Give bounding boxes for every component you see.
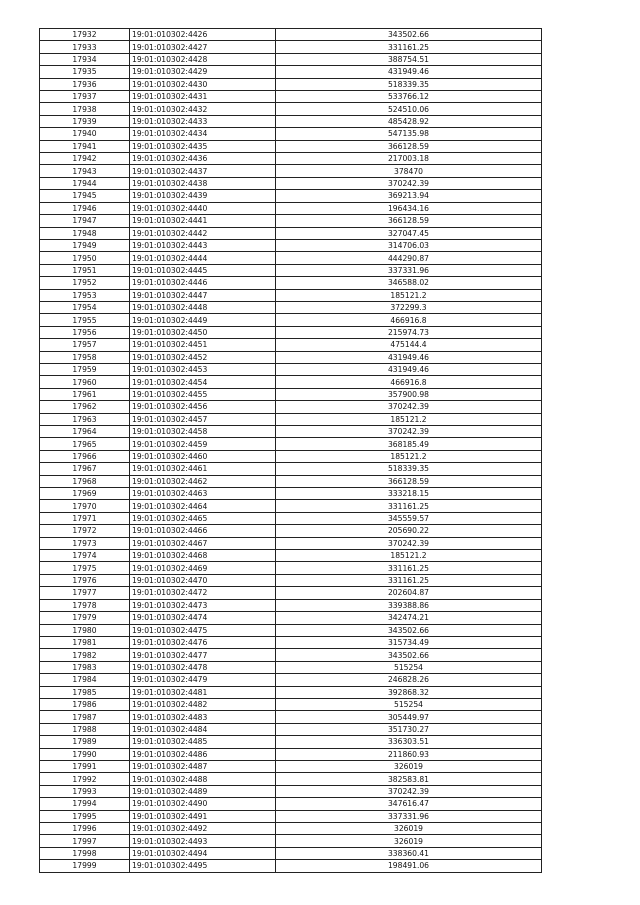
table-row	[40, 53, 542, 65]
row-number-cell: 17984	[40, 674, 130, 686]
table-row	[40, 711, 542, 723]
cadastral-value-cell: 370242.39	[276, 401, 542, 413]
cadastral-value-cell: 485428.92	[276, 115, 542, 127]
table-row	[40, 115, 542, 127]
row-number-cell: 17990	[40, 748, 130, 760]
cadastral-value-cell: 305449.97	[276, 711, 542, 723]
cadastral-value-cell: 444290.87	[276, 252, 542, 264]
row-number-cell: 17980	[40, 624, 130, 636]
row-number-cell: 17964	[40, 426, 130, 438]
cadastral-number-cell: 19:01:010302:4439	[130, 190, 276, 202]
cadastral-number-cell: 19:01:010302:4481	[130, 686, 276, 698]
cadastral-value-cell: 205690.22	[276, 525, 542, 537]
row-number-cell: 17950	[40, 252, 130, 264]
table-row	[40, 847, 542, 859]
table-row	[40, 215, 542, 227]
cadastral-value-cell: 431949.46	[276, 363, 542, 375]
table-row	[40, 773, 542, 785]
row-number-cell: 17932	[40, 29, 130, 41]
cadastral-number-cell: 19:01:010302:4492	[130, 823, 276, 835]
row-number-cell: 17999	[40, 860, 130, 872]
cadastral-number-cell: 19:01:010302:4474	[130, 612, 276, 624]
table-row	[40, 723, 542, 735]
cadastral-value-cell: 185121.2	[276, 289, 542, 301]
table-row	[40, 202, 542, 214]
cadastral-number-cell: 19:01:010302:4430	[130, 78, 276, 90]
cadastral-value-cell: 327047.45	[276, 227, 542, 239]
cadastral-value-cell: 518339.35	[276, 463, 542, 475]
cadastral-number-cell: 19:01:010302:4475	[130, 624, 276, 636]
row-number-cell: 17965	[40, 438, 130, 450]
cadastral-value-cell: 431949.46	[276, 66, 542, 78]
table-row	[40, 103, 542, 115]
row-number-cell: 17941	[40, 140, 130, 152]
row-number-cell: 17992	[40, 773, 130, 785]
cadastral-value-cell: 331161.25	[276, 562, 542, 574]
table-row	[40, 649, 542, 661]
cadastral-value-cell: 370242.39	[276, 426, 542, 438]
cadastral-value-cell: 343502.66	[276, 624, 542, 636]
cadastral-number-cell: 19:01:010302:4484	[130, 723, 276, 735]
row-number-cell: 17983	[40, 661, 130, 673]
cadastral-number-cell: 19:01:010302:4458	[130, 426, 276, 438]
row-number-cell: 17960	[40, 376, 130, 388]
table-row	[40, 562, 542, 574]
cadastral-number-cell: 19:01:010302:4482	[130, 698, 276, 710]
row-number-cell: 17973	[40, 537, 130, 549]
table-row	[40, 363, 542, 375]
table-row	[40, 810, 542, 822]
cadastral-number-cell: 19:01:010302:4467	[130, 537, 276, 549]
row-number-cell: 17978	[40, 599, 130, 611]
cadastral-number-cell: 19:01:010302:4491	[130, 810, 276, 822]
cadastral-value-cell: 533766.12	[276, 91, 542, 103]
cadastral-value-cell: 314706.03	[276, 239, 542, 251]
cadastral-number-cell: 19:01:010302:4459	[130, 438, 276, 450]
table-row	[40, 785, 542, 797]
row-number-cell: 17994	[40, 798, 130, 810]
cadastral-value-cell: 466916.8	[276, 314, 542, 326]
row-number-cell: 17954	[40, 301, 130, 313]
row-number-cell: 17944	[40, 177, 130, 189]
cadastral-number-cell: 19:01:010302:4479	[130, 674, 276, 686]
cadastral-number-cell: 19:01:010302:4427	[130, 41, 276, 53]
table-row	[40, 612, 542, 624]
cadastral-number-cell: 19:01:010302:4489	[130, 785, 276, 797]
row-number-cell: 17946	[40, 202, 130, 214]
cadastral-number-cell: 19:01:010302:4446	[130, 277, 276, 289]
table-row	[40, 190, 542, 202]
table-row	[40, 624, 542, 636]
cadastral-number-cell: 19:01:010302:4486	[130, 748, 276, 760]
row-number-cell: 17936	[40, 78, 130, 90]
row-number-cell: 17989	[40, 736, 130, 748]
cadastral-number-cell: 19:01:010302:4466	[130, 525, 276, 537]
cadastral-number-cell: 19:01:010302:4432	[130, 103, 276, 115]
cadastral-number-cell: 19:01:010302:4449	[130, 314, 276, 326]
table-row	[40, 686, 542, 698]
row-number-cell: 17988	[40, 723, 130, 735]
cadastral-number-cell: 19:01:010302:4470	[130, 574, 276, 586]
row-number-cell: 17961	[40, 388, 130, 400]
cadastral-number-cell: 19:01:010302:4494	[130, 847, 276, 859]
cadastral-number-cell: 19:01:010302:4428	[130, 53, 276, 65]
row-number-cell: 17934	[40, 53, 130, 65]
cadastral-value-cell: 337331.96	[276, 264, 542, 276]
cadastral-value-cell: 185121.2	[276, 413, 542, 425]
cadastral-number-cell: 19:01:010302:4488	[130, 773, 276, 785]
row-number-cell: 17985	[40, 686, 130, 698]
row-number-cell: 17977	[40, 587, 130, 599]
row-number-cell: 17982	[40, 649, 130, 661]
cadastral-value-cell: 331161.25	[276, 574, 542, 586]
cadastral-value-cell: 357900.98	[276, 388, 542, 400]
table-row	[40, 376, 542, 388]
row-number-cell: 17963	[40, 413, 130, 425]
row-number-cell: 17979	[40, 612, 130, 624]
cadastral-value-cell: 336303.51	[276, 736, 542, 748]
table-row	[40, 326, 542, 338]
cadastral-number-cell: 19:01:010302:4472	[130, 587, 276, 599]
row-number-cell: 17938	[40, 103, 130, 115]
table-row	[40, 587, 542, 599]
cadastral-number-cell: 19:01:010302:4473	[130, 599, 276, 611]
table-row	[40, 29, 542, 41]
row-number-cell: 17970	[40, 500, 130, 512]
cadastral-number-cell: 19:01:010302:4462	[130, 475, 276, 487]
row-number-cell: 17995	[40, 810, 130, 822]
row-number-cell: 17996	[40, 823, 130, 835]
cadastral-number-cell: 19:01:010302:4493	[130, 835, 276, 847]
cadastral-value-cell: 366128.59	[276, 215, 542, 227]
cadastral-number-cell: 19:01:010302:4435	[130, 140, 276, 152]
cadastral-value-cell: 346588.02	[276, 277, 542, 289]
row-number-cell: 17959	[40, 363, 130, 375]
cadastral-value-cell: 515254	[276, 698, 542, 710]
cadastral-number-cell: 19:01:010302:4433	[130, 115, 276, 127]
table-row	[40, 339, 542, 351]
row-number-cell: 17986	[40, 698, 130, 710]
cadastral-value-cell: 466916.8	[276, 376, 542, 388]
cadastral-number-cell: 19:01:010302:4441	[130, 215, 276, 227]
table-row	[40, 463, 542, 475]
cadastral-number-cell: 19:01:010302:4447	[130, 289, 276, 301]
table-row	[40, 351, 542, 363]
cadastral-value-cell: 378470	[276, 165, 542, 177]
cadastral-value-cell: 343502.66	[276, 29, 542, 41]
row-number-cell: 17953	[40, 289, 130, 301]
cadastral-number-cell: 19:01:010302:4450	[130, 326, 276, 338]
cadastral-number-cell: 19:01:010302:4487	[130, 760, 276, 772]
cadastral-number-cell: 19:01:010302:4442	[130, 227, 276, 239]
cadastral-number-cell: 19:01:010302:4451	[130, 339, 276, 351]
row-number-cell: 17942	[40, 153, 130, 165]
table-row	[40, 823, 542, 835]
cadastral-value-cell: 342474.21	[276, 612, 542, 624]
table-row	[40, 760, 542, 772]
row-number-cell: 17951	[40, 264, 130, 276]
table-row	[40, 314, 542, 326]
row-number-cell: 17998	[40, 847, 130, 859]
table-row	[40, 41, 542, 53]
table-row	[40, 426, 542, 438]
cadastral-value-cell: 211860.93	[276, 748, 542, 760]
cadastral-value-cell: 347616.47	[276, 798, 542, 810]
cadastral-value-cell: 215974.73	[276, 326, 542, 338]
row-number-cell: 17991	[40, 760, 130, 772]
row-number-cell: 17969	[40, 488, 130, 500]
cadastral-number-cell: 19:01:010302:4463	[130, 488, 276, 500]
cadastral-number-cell: 19:01:010302:4477	[130, 649, 276, 661]
cadastral-value-cell: 338360.41	[276, 847, 542, 859]
row-number-cell: 17933	[40, 41, 130, 53]
cadastral-value-cell: 366128.59	[276, 140, 542, 152]
cadastral-value-cell: 475144.4	[276, 339, 542, 351]
cadastral-number-cell: 19:01:010302:4460	[130, 450, 276, 462]
table-row	[40, 488, 542, 500]
table-row	[40, 128, 542, 140]
cadastral-value-cell: 388754.51	[276, 53, 542, 65]
row-number-cell: 17967	[40, 463, 130, 475]
table-row	[40, 78, 542, 90]
row-number-cell: 17966	[40, 450, 130, 462]
table-row	[40, 289, 542, 301]
cadastral-number-cell: 19:01:010302:4440	[130, 202, 276, 214]
row-number-cell: 17958	[40, 351, 130, 363]
cadastral-value-cell: 217003.18	[276, 153, 542, 165]
table-row	[40, 438, 542, 450]
table-row	[40, 450, 542, 462]
cadastral-value-cell: 547135.98	[276, 128, 542, 140]
cadastral-number-cell: 19:01:010302:4452	[130, 351, 276, 363]
row-number-cell: 17971	[40, 512, 130, 524]
row-number-cell: 17955	[40, 314, 130, 326]
row-number-cell: 17975	[40, 562, 130, 574]
row-number-cell: 17947	[40, 215, 130, 227]
row-number-cell: 17952	[40, 277, 130, 289]
cadastral-value-cell: 518339.35	[276, 78, 542, 90]
cadastral-value-cell: 351730.27	[276, 723, 542, 735]
cadastral-value-cell: 431949.46	[276, 351, 542, 363]
cadastral-number-cell: 19:01:010302:4437	[130, 165, 276, 177]
table-row	[40, 140, 542, 152]
cadastral-number-cell: 19:01:010302:4429	[130, 66, 276, 78]
row-number-cell: 17956	[40, 326, 130, 338]
table-row	[40, 177, 542, 189]
cadastral-number-cell: 19:01:010302:4483	[130, 711, 276, 723]
table-row	[40, 599, 542, 611]
row-number-cell: 17974	[40, 550, 130, 562]
cadastral-number-cell: 19:01:010302:4476	[130, 636, 276, 648]
cadastral-number-cell: 19:01:010302:4456	[130, 401, 276, 413]
cadastral-number-cell: 19:01:010302:4445	[130, 264, 276, 276]
cadastral-value-cell: 343502.66	[276, 649, 542, 661]
cadastral-value-cell: 202604.87	[276, 587, 542, 599]
table-row	[40, 798, 542, 810]
cadastral-value-cell: 198491.06	[276, 860, 542, 872]
table-row	[40, 525, 542, 537]
cadastral-value-cell: 326019	[276, 760, 542, 772]
cadastral-value-cell: 392868.32	[276, 686, 542, 698]
table-row	[40, 413, 542, 425]
cadastral-number-cell: 19:01:010302:4453	[130, 363, 276, 375]
row-number-cell: 17987	[40, 711, 130, 723]
row-number-cell: 17949	[40, 239, 130, 251]
cadastral-number-cell: 19:01:010302:4485	[130, 736, 276, 748]
cadastral-value-cell: 368185.49	[276, 438, 542, 450]
table-row	[40, 91, 542, 103]
cadastral-number-cell: 19:01:010302:4468	[130, 550, 276, 562]
cadastral-value-cell: 315734.49	[276, 636, 542, 648]
cadastral-value-cell: 382583.81	[276, 773, 542, 785]
row-number-cell: 17972	[40, 525, 130, 537]
cadastral-number-cell: 19:01:010302:4444	[130, 252, 276, 264]
row-number-cell: 17939	[40, 115, 130, 127]
table-row	[40, 835, 542, 847]
row-number-cell: 17945	[40, 190, 130, 202]
cadastral-number-cell: 19:01:010302:4464	[130, 500, 276, 512]
table-row	[40, 698, 542, 710]
table-row	[40, 239, 542, 251]
table-row	[40, 500, 542, 512]
cadastral-value-cell: 246828.26	[276, 674, 542, 686]
table-row	[40, 574, 542, 586]
cadastral-value-cell: 524510.06	[276, 103, 542, 115]
cadastral-number-cell: 19:01:010302:4465	[130, 512, 276, 524]
cadastral-number-cell: 19:01:010302:4457	[130, 413, 276, 425]
cadastral-number-cell: 19:01:010302:4490	[130, 798, 276, 810]
cadastral-number-cell: 19:01:010302:4469	[130, 562, 276, 574]
table-row	[40, 636, 542, 648]
table-body	[40, 29, 542, 873]
cadastral-number-cell: 19:01:010302:4495	[130, 860, 276, 872]
cadastral-value-cell: 337331.96	[276, 810, 542, 822]
row-number-cell: 17948	[40, 227, 130, 239]
table-row	[40, 227, 542, 239]
cadastral-number-cell: 19:01:010302:4454	[130, 376, 276, 388]
table-row	[40, 301, 542, 313]
table-row	[40, 674, 542, 686]
cadastral-value-cell: 370242.39	[276, 785, 542, 797]
cadastral-value-cell: 185121.2	[276, 550, 542, 562]
cadastral-number-cell: 19:01:010302:4438	[130, 177, 276, 189]
cadastral-value-cell: 326019	[276, 823, 542, 835]
cadastral-value-cell: 366128.59	[276, 475, 542, 487]
row-number-cell: 17935	[40, 66, 130, 78]
cadastral-number-cell: 19:01:010302:4478	[130, 661, 276, 673]
table-row	[40, 550, 542, 562]
table-row	[40, 401, 542, 413]
cadastral-value-cell: 333218.15	[276, 488, 542, 500]
row-number-cell: 17937	[40, 91, 130, 103]
table-row	[40, 252, 542, 264]
row-number-cell: 17940	[40, 128, 130, 140]
cadastral-value-cell: 345559.57	[276, 512, 542, 524]
table-row	[40, 264, 542, 276]
cadastral-number-cell: 19:01:010302:4455	[130, 388, 276, 400]
table-row	[40, 388, 542, 400]
table-row	[40, 537, 542, 549]
row-number-cell: 17981	[40, 636, 130, 648]
table-row	[40, 512, 542, 524]
row-number-cell: 17968	[40, 475, 130, 487]
row-number-cell: 17993	[40, 785, 130, 797]
table-row	[40, 153, 542, 165]
cadastral-number-cell: 19:01:010302:4426	[130, 29, 276, 41]
cadastral-number-cell: 19:01:010302:4443	[130, 239, 276, 251]
table-row	[40, 66, 542, 78]
cadastral-value-cell: 331161.25	[276, 41, 542, 53]
row-number-cell: 17943	[40, 165, 130, 177]
cadastral-value-cell: 331161.25	[276, 500, 542, 512]
cadastral-value-cell: 372299.3	[276, 301, 542, 313]
cadastral-value-cell: 370242.39	[276, 537, 542, 549]
cadastral-number-cell: 19:01:010302:4461	[130, 463, 276, 475]
cadastral-value-cell: 196434.16	[276, 202, 542, 214]
row-number-cell: 17997	[40, 835, 130, 847]
cadastral-value-cell: 370242.39	[276, 177, 542, 189]
cadastral-number-cell: 19:01:010302:4434	[130, 128, 276, 140]
cadastral-value-cell: 326019	[276, 835, 542, 847]
table-row	[40, 277, 542, 289]
cadastral-value-cell: 369213.94	[276, 190, 542, 202]
cadastral-value-cell: 339388.86	[276, 599, 542, 611]
row-number-cell: 17957	[40, 339, 130, 351]
row-number-cell: 17976	[40, 574, 130, 586]
table-row	[40, 748, 542, 760]
table-row	[40, 165, 542, 177]
row-number-cell: 17962	[40, 401, 130, 413]
table-row	[40, 661, 542, 673]
table-row	[40, 475, 542, 487]
table-row	[40, 860, 542, 872]
cadastral-value-cell: 515254	[276, 661, 542, 673]
cadastral-number-cell: 19:01:010302:4448	[130, 301, 276, 313]
cadastral-value-table	[39, 28, 542, 873]
cadastral-number-cell: 19:01:010302:4431	[130, 91, 276, 103]
cadastral-value-cell: 185121.2	[276, 450, 542, 462]
cadastral-number-cell: 19:01:010302:4436	[130, 153, 276, 165]
table-row	[40, 736, 542, 748]
